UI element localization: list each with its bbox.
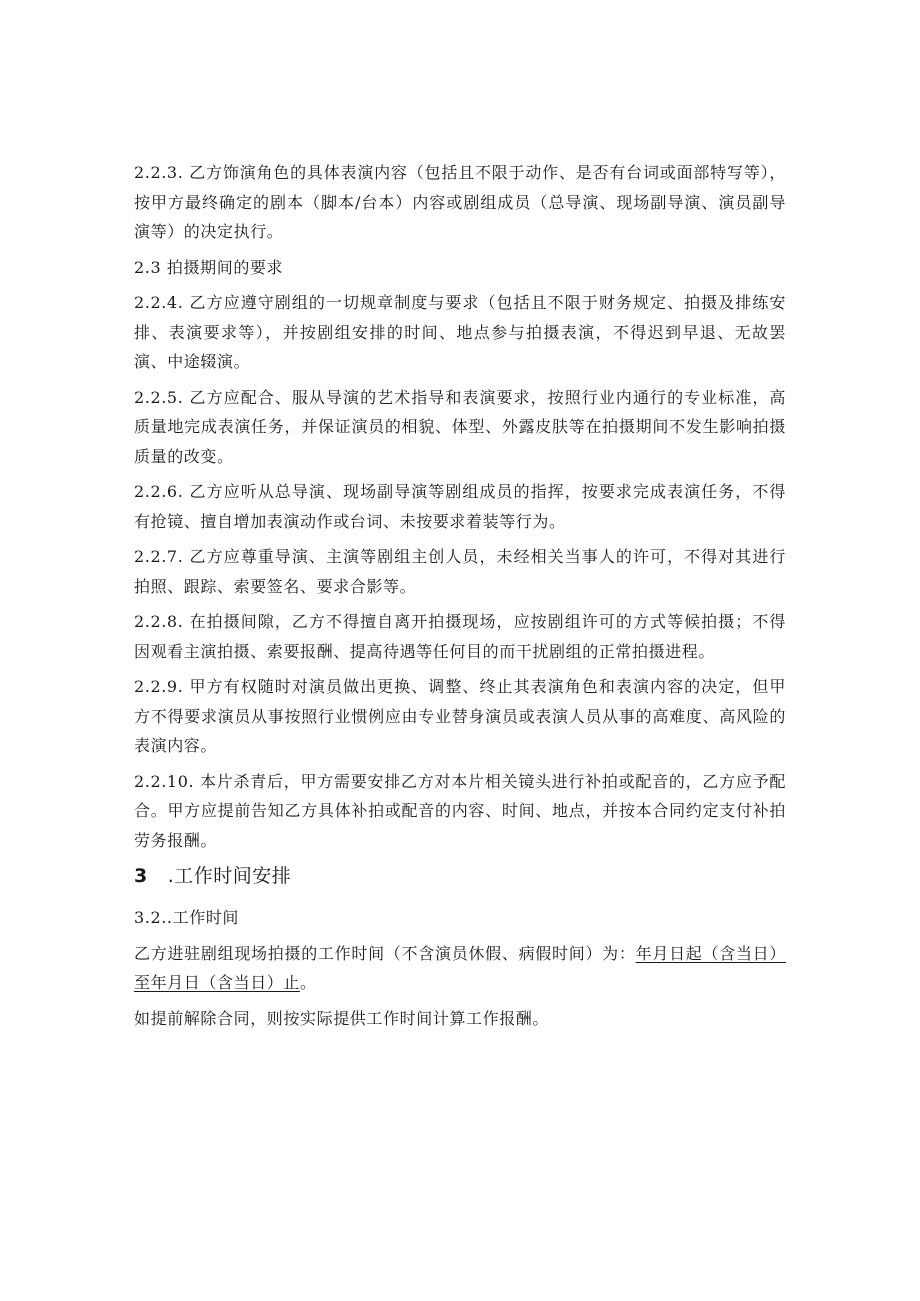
work-time-period: 年月日起（含当日）至年月日（含当日）止: [134, 943, 786, 992]
section-title: .工作时间安排: [167, 865, 292, 887]
work-time-prefix: 乙方进驻剧组现场拍摄的工作时间（不含演员休假、病假时间）为：: [134, 943, 636, 963]
document-body: [134, 158, 786, 1039]
clause-2-2-7: 2.2.7. 乙方应尊重导演、主演等剧组主创人员，未经相关当事人的许可，不得对其进行拍照、跟踪、索要签名、要求合影等。: [134, 547, 786, 596]
work-time-suffix: 。: [300, 973, 317, 992]
clause-2-2-4: 2.2.4. 乙方应遵守剧组的一切规章制度与要求（包括且不限于财务规定、拍摄及排练安排、表演要求等），并按剧组安排的时间、地点参与拍摄表演，不得迟到早退、无故罢演、中途辍演。: [134, 293, 786, 371]
subsection-heading-2-3: 2.3 拍摄期间的要求: [134, 257, 284, 277]
clause-2-2-3: 2.2.3. 乙方饰演角色的具体表演内容（包括且不限于动作、是否有台词或面部特写等），按甲方最终确定的剧本（脚本/台本）内容或剧组成员（总导演、现场副导演、演员副导演等）的决定执行。: [134, 163, 786, 241]
section-heading-3: [134, 861, 786, 891]
clause-2-2-5: 2.2.5. 乙方应配合、服从导演的艺术指导和表演要求，按照行业内通行的专业标准，高质量地完成表演任务，并保证演员的相貌、体型、外露皮肤等在拍摄期间不发生影响拍摄质量的改变。: [134, 387, 786, 466]
subsection-heading-3-2: 3.2..工作时间: [134, 908, 240, 927]
work-time-clause: [134, 939, 786, 998]
clause-2-2-9: 2.2.9. 甲方有权随时对演员做出更换、调整、终止其表演角色和表演内容的决定，但甲方不得要求演员从事按照行业惯例应由专业替身演员或表演人员从事的高难度、高风险的表演内容。: [134, 677, 786, 755]
termination-clause: 如提前解除合同，则按实际提供工作时间计算工作报酬。: [134, 1008, 550, 1028]
clause-2-2-6: 2.2.6. 乙方应听从总导演、现场副导演等剧组成员的指挥，按要求完成表演任务，不得有抢镜、擅自增加表演动作或台词、未按要求着装等行为。: [134, 482, 786, 531]
section-number: 3: [134, 865, 148, 887]
clause-2-2-8: 2.2.8. 在拍摄间隙，乙方不得擅自离开拍摄现场，应按剧组许可的方式等候拍摄；不得因观看主演拍摄、索要报酬、提高待遇等任何目的而干扰剧组的正常拍摄进程。: [134, 612, 786, 661]
clause-2-2-10: 2.2.10. 本片杀青后，甲方需要安排乙方对本片相关镜头进行补拍或配音的，乙方应予配合。甲方应提前告知乙方具体补拍或配音的内容、时间、地点，并按本合同约定支付补拍劳务报酬。: [134, 771, 786, 850]
